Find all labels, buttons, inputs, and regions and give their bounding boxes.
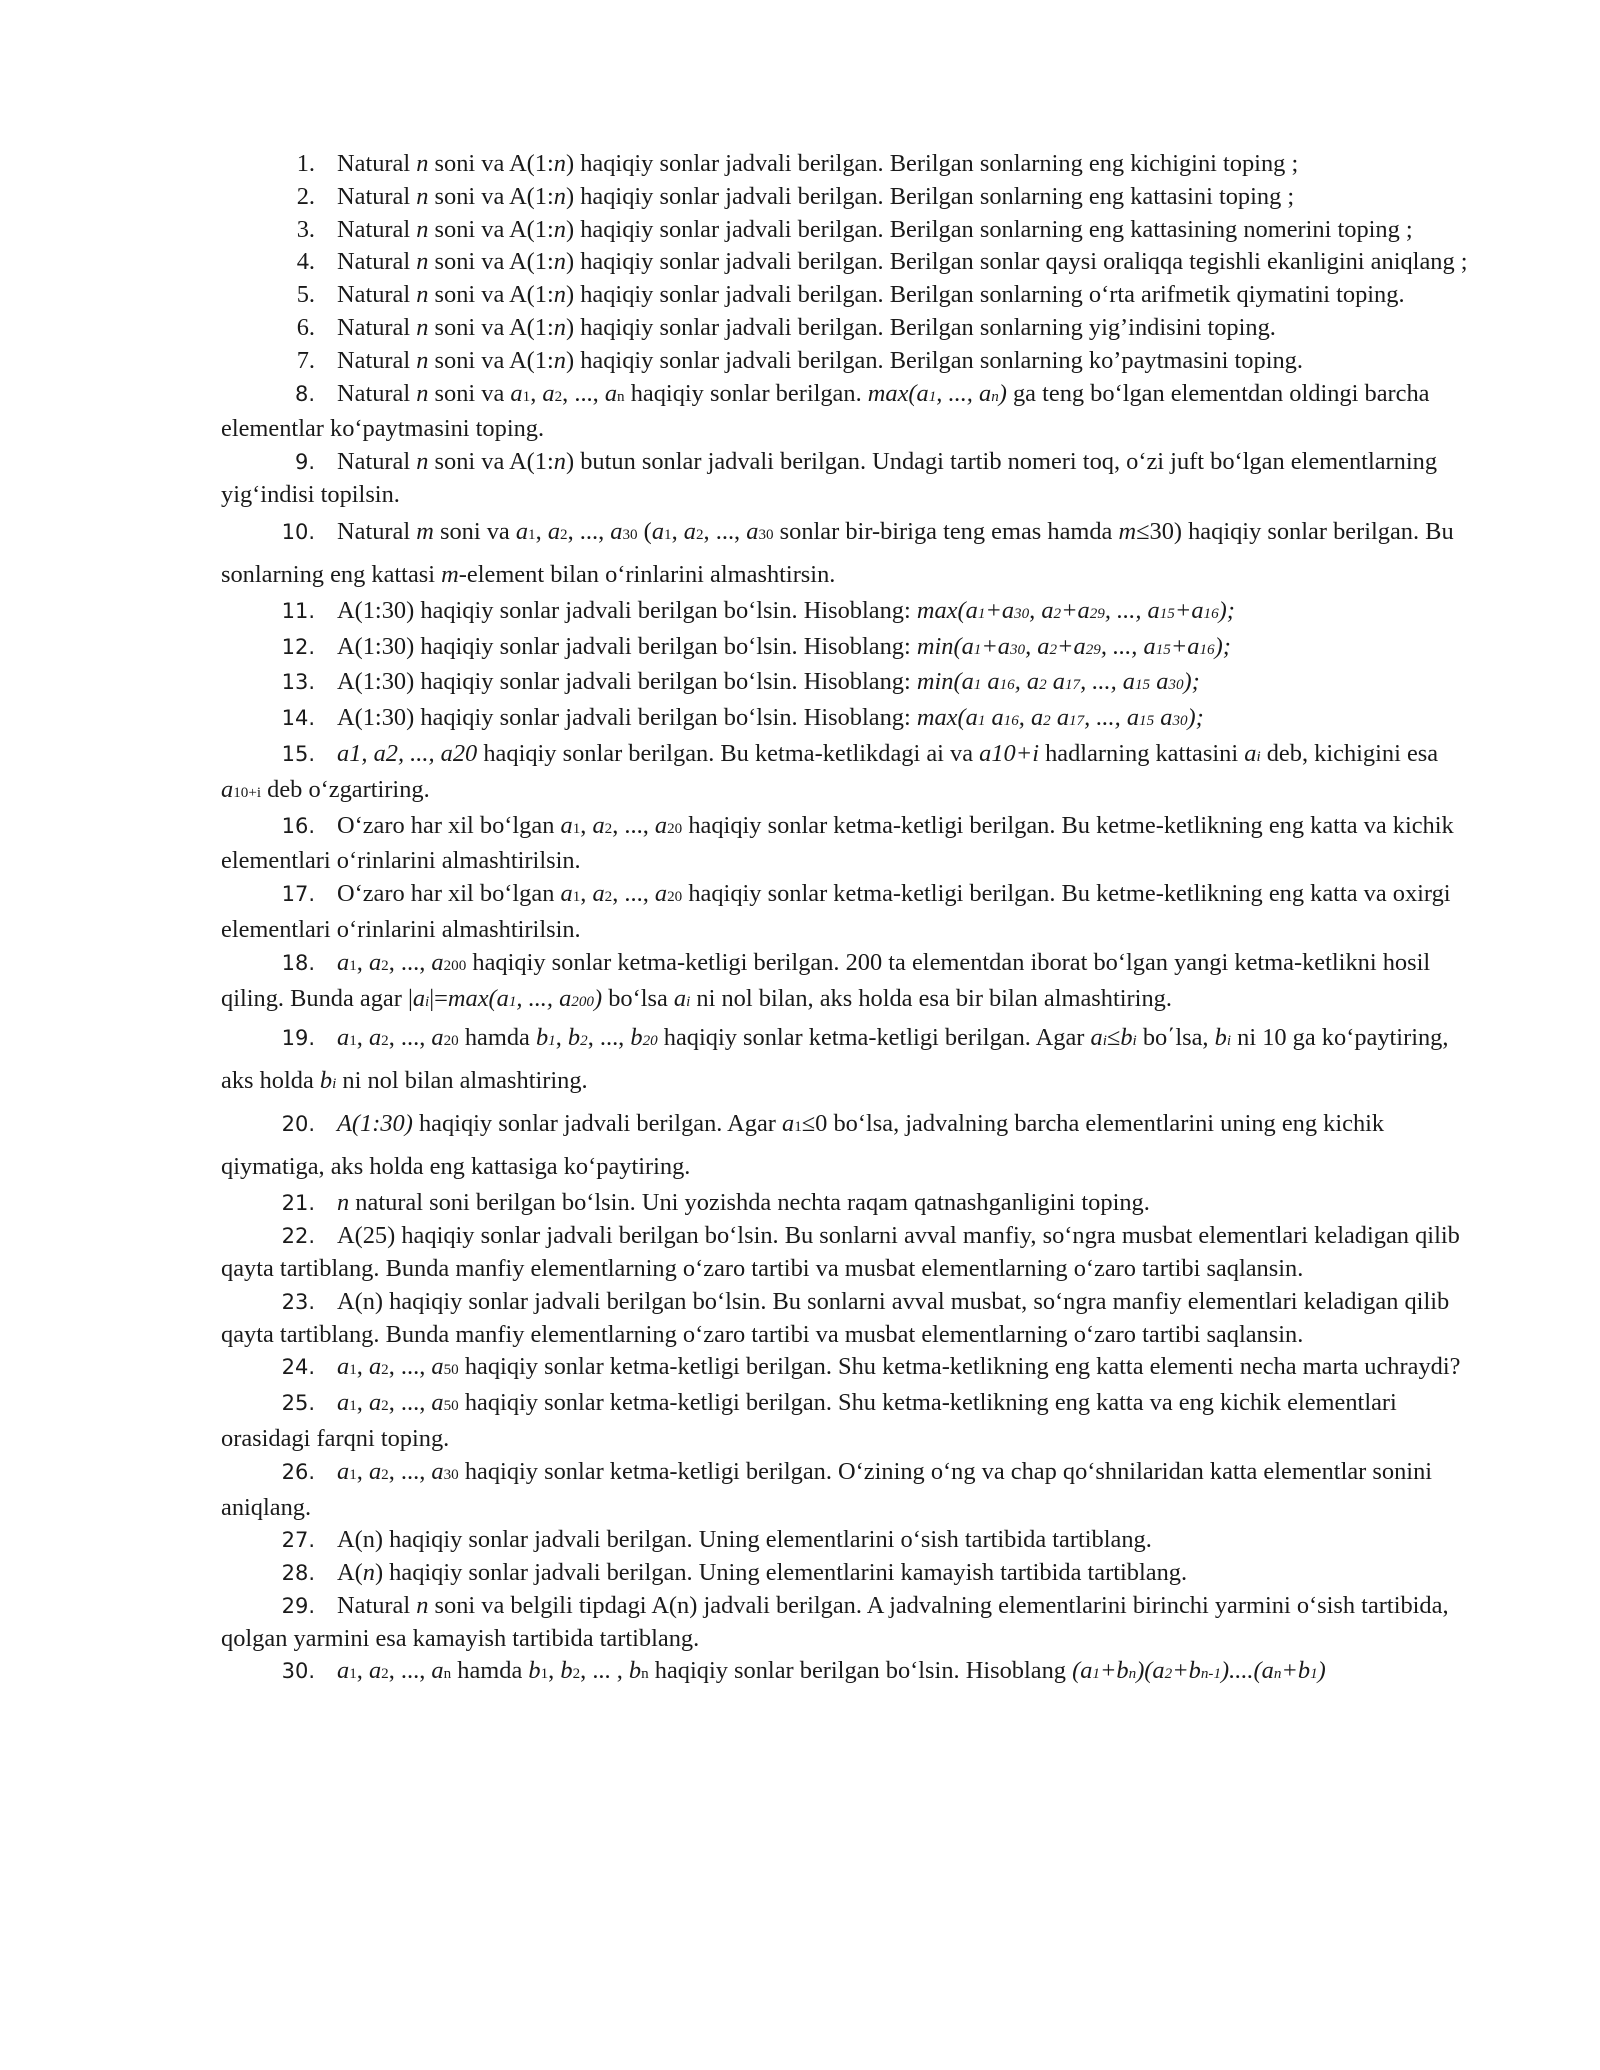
exercise-item xyxy=(221,279,1483,312)
exercise-item xyxy=(221,214,1483,247)
exercise-item xyxy=(221,512,1483,595)
exercise-item xyxy=(221,1456,1483,1525)
exercise-number: 7. xyxy=(296,346,315,374)
exercise-number: 1. xyxy=(296,150,315,177)
exercise-item xyxy=(221,738,1483,810)
exercise-text: Natural n soni va A(1:n) haqiqiy sonlar jadvali berilgan. Berilgan sonlarning eng kichigini toping ; xyxy=(337,150,1299,177)
exercise-item xyxy=(221,246,1483,279)
exercise-text: a1, a2, ..., a30 haqiqiy sonlar ketma-ketligi berilgan. O‘zining o‘ng va chap qo‘shnilaridan katta elementlar sonini aniqlang. xyxy=(221,1457,1433,1521)
exercise-number: 30. xyxy=(281,1659,315,1684)
exercise-item xyxy=(221,1387,1483,1456)
exercise-text: A(1:30) haqiqiy sonlar jadvali berilgan bo‘lsin. Hisoblang: min(a1 a16, a2 a17, ..., a15 a30); xyxy=(337,668,1200,696)
exercise-text: A(n) haqiqiy sonlar jadvali berilgan bo‘lsin. Bu sonlarni avval musbat, so‘ngra manfiy elementlari keladigan qilib qayta tartiblang. Bunda manfiy elementlarning o‘zaro tartibi va musbat elementlarning o‘zaro tartibi saqlansin. xyxy=(221,1287,1450,1348)
exercise-number: 26. xyxy=(281,1459,315,1484)
exercise-number: 20. xyxy=(281,1112,315,1137)
exercise-item xyxy=(221,631,1483,667)
exercise-text: Natural n soni va A(1:n) butun sonlar jadvali berilgan. Undagi tartib nomeri toq, o‘zi juft bo‘lgan elementlarning yig‘indisi topilsin. xyxy=(221,448,1438,508)
exercise-text: a1, a2, ..., an hamda b1, b2, ... , bn haqiqiy sonlar berilgan bo‘lsin. Hisoblang (a1+bn)(a2+bn-1)....(an+b1) xyxy=(337,1657,1326,1685)
exercise-number: 28. xyxy=(281,1561,315,1586)
exercise-text: A(1:30) haqiqiy sonlar jadvali berilgan bo‘lsin. Hisoblang: min(a1+a30, a2+a29, ..., a15+a16); xyxy=(337,632,1231,660)
exercise-text: A(25) haqiqiy sonlar jadvali berilgan bo‘lsin. Bu sonlarni avval manfiy, so‘ngra musbat elementlari keladigan qilib qayta tartiblang. Bunda manfiy elementlarning o‘zaro tartibi va musbat elementlarning o‘zaro tartibi saqlansin. xyxy=(221,1222,1460,1282)
exercise-text: A(n) haqiqiy sonlar jadvali berilgan. Uning elementlarini kamayish tartibida tartiblang. xyxy=(337,1559,1188,1587)
exercise-item xyxy=(221,878,1483,947)
exercise-item xyxy=(221,1590,1483,1656)
exercise-item xyxy=(221,810,1483,879)
exercise-list xyxy=(221,148,1483,1691)
exercise-number: 11. xyxy=(281,598,315,623)
exercise-text: a1, a2, ..., a20 haqiqiy sonlar berilgan. Bu ketma-ketlikdagi ai va a10+i hadlarning kattasini ai deb, kichigini esa a10+i deb o‘zgartiring. xyxy=(221,739,1439,803)
exercise-text: a1, a2, ..., a200 haqiqiy sonlar ketma-ketligi berilgan. 200 ta elementdan iborat bo‘lgan yangi ketma-ketlikni hosil qiling. Bunda agar |ai|=max(a1, ..., a200) bo‘lsa ai ni nol bilan, aks holda esa bir bilan almashtiring. xyxy=(221,948,1431,1012)
exercise-text: a1, a2, ..., a50 haqiqiy sonlar ketma-ketligi berilgan. Shu ketma-ketlikning eng katta va eng kichik elementlari orasidagi farqni toping. xyxy=(221,1389,1397,1452)
exercise-number: 6. xyxy=(296,313,315,341)
exercise-number: 10. xyxy=(281,519,315,544)
exercise-text: O‘zaro har xil bo‘lgan a1, a2, ..., a20 haqiqiy sonlar ketma-ketligi berilgan. Bu ketme-ketlikning eng katta va oxirgi elementlari o‘rinlarini almashtirilsin. xyxy=(221,880,1451,943)
exercise-item xyxy=(221,345,1483,378)
exercise-item xyxy=(221,312,1483,345)
exercise-text: Natural n soni va A(1:n) haqiqiy sonlar jadvali berilgan. Berilgan sonlarning eng kattasini toping ; xyxy=(337,182,1295,210)
exercise-item xyxy=(221,1655,1483,1691)
exercise-text: Natural n soni va A(1:n) haqiqiy sonlar jadvali berilgan. Berilgan sonlarning ko’paytmasini toping. xyxy=(337,346,1303,374)
exercise-number: 4. xyxy=(296,248,315,276)
exercise-text: Natural n soni va belgili tipdagi A(n) jadvali berilgan. A jadvalning elementlarini birinchi yarmini o‘sish tartibida, qolgan yarmini esa kamayish tartibida tartiblang. xyxy=(221,1591,1449,1652)
exercise-text: O‘zaro har xil bo‘lgan a1, a2, ..., a20 haqiqiy sonlar ketma-ketligi berilgan. Bu ketme-ketlikning eng katta va kichik elementlari o‘rinlarini almashtirilsin. xyxy=(221,811,1454,875)
exercise-item xyxy=(221,595,1483,631)
exercise-text: Natural m soni va a1, a2, ..., a30 (a1, a2, ..., a30 sonlar bir-biriga teng emas hamda m≤30) haqiqiy sonlar berilgan. Bu sonlarning eng kattasi m-element bilan o‘rinlarini almashtirsin. xyxy=(221,517,1454,588)
exercise-text: Natural n soni va A(1:n) haqiqiy sonlar jadvali berilgan. Berilgan sonlarning o‘rta arifmetik qiymatini toping. xyxy=(337,281,1405,309)
exercise-number: 21. xyxy=(281,1191,315,1216)
exercise-item xyxy=(221,1557,1483,1590)
exercise-number: 29. xyxy=(281,1593,315,1618)
exercise-number: 5. xyxy=(296,281,315,309)
exercise-number: 8. xyxy=(294,381,315,406)
exercise-number: 3. xyxy=(296,215,315,243)
exercise-text: A(n) haqiqiy sonlar jadvali berilgan. Uning elementlarini o‘sish tartibida tartiblang. xyxy=(337,1526,1152,1554)
exercise-number: 19. xyxy=(281,1026,315,1051)
exercise-item xyxy=(221,666,1483,702)
exercise-number: 23. xyxy=(281,1289,315,1314)
exercise-item xyxy=(221,1220,1483,1286)
exercise-text: Natural n soni va A(1:n) haqiqiy sonlar jadvali berilgan. Berilgan sonlarning yig’indisini toping. xyxy=(337,313,1276,341)
exercise-number: 14. xyxy=(281,706,315,731)
exercise-number: 22. xyxy=(281,1224,315,1249)
exercise-number: 24. xyxy=(281,1355,315,1380)
exercise-item xyxy=(221,1018,1483,1104)
exercise-text: n natural soni berilgan bo‘lsin. Uni yozishda nechta raqam qatnashganligini toping. xyxy=(337,1189,1150,1217)
exercise-text: A(1:30) haqiqiy sonlar jadvali berilgan bo‘lsin. Hisoblang: max(a1+a30, a2+a29, ..., a15+a16); xyxy=(337,596,1235,624)
exercise-item xyxy=(221,702,1483,738)
exercise-number: 2. xyxy=(296,182,315,210)
exercise-number: 9. xyxy=(294,450,315,475)
exercise-item xyxy=(221,1524,1483,1557)
exercise-text: A(1:30) haqiqiy sonlar jadvali berilgan. Agar a1≤0 bo‘lsa, jadvalning barcha elementlarini uning eng kichik qiymatiga, aks holda eng kattasiga ko‘paytiring. xyxy=(221,1110,1385,1181)
exercise-number: 15. xyxy=(281,741,315,766)
exercise-number: 27. xyxy=(281,1528,315,1553)
exercise-text: A(1:30) haqiqiy sonlar jadvali berilgan bo‘lsin. Hisoblang: max(a1 a16, a2 a17, ..., a15 a30); xyxy=(337,704,1204,732)
exercise-item xyxy=(221,181,1483,214)
exercise-text: a1, a2, ..., a50 haqiqiy sonlar ketma-ketligi berilgan. Shu ketma-ketlikning eng katta elementi necha marta uchraydi? xyxy=(337,1353,1461,1381)
exercise-number: 25. xyxy=(281,1391,315,1416)
exercise-number: 16. xyxy=(281,813,315,838)
exercise-item xyxy=(221,1104,1483,1187)
exercise-item xyxy=(221,1286,1483,1352)
exercise-item xyxy=(221,947,1483,1019)
exercise-text: Natural n soni va a1, a2, ..., an haqiqiy sonlar berilgan. max(a1, ..., an) ga teng bo‘lgan elementdan oldingi barcha elementlar ko‘paytmasini toping. xyxy=(221,379,1430,443)
exercise-text: Natural n soni va A(1:n) haqiqiy sonlar jadvali berilgan. Berilgan sonlarning eng kattasining nomerini toping ; xyxy=(337,215,1413,243)
exercise-text: Natural n soni va A(1:n) haqiqiy sonlar jadvali berilgan. Berilgan sonlar qaysi oraliqqa tegishli ekanligini aniqlang ; xyxy=(337,248,1468,276)
exercise-number: 17. xyxy=(281,882,315,907)
exercise-item xyxy=(221,446,1483,512)
exercise-number: 13. xyxy=(281,670,315,695)
exercise-item xyxy=(221,1187,1483,1220)
exercise-item xyxy=(221,148,1483,181)
exercise-item xyxy=(221,1351,1483,1387)
exercise-item xyxy=(221,378,1483,447)
exercise-number: 12. xyxy=(281,634,315,659)
exercise-number: 18. xyxy=(281,950,315,975)
exercise-text: a1, a2, ..., a20 hamda b1, b2, ..., b20 haqiqiy sonlar ketma-ketligi berilgan. Agar ai≤bi bo΄lsa, bi ni 10 ga ko‘paytiring, aks holda bi ni nol bilan almashtiring. xyxy=(221,1024,1449,1095)
